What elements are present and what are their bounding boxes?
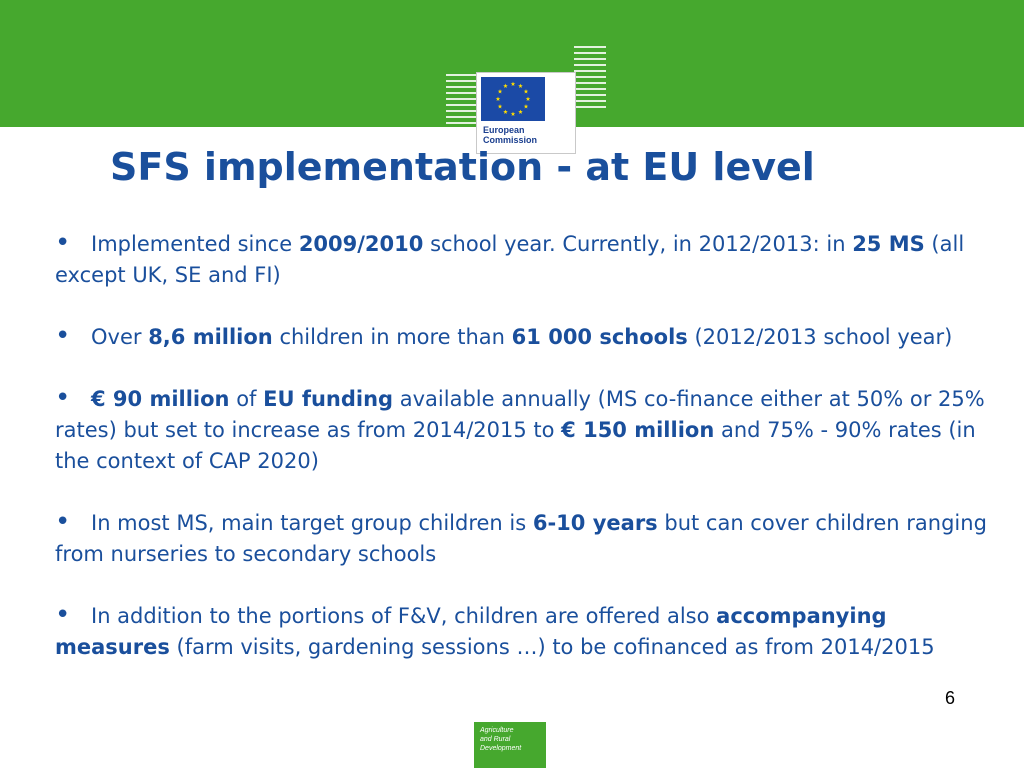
bullet-text: but can cover children ranging from nurseries to secondary schools	[55, 511, 987, 566]
bullet-item	[55, 228, 1000, 291]
bullet-text: (2012/2013 school year)	[687, 325, 953, 349]
bullet-text: of	[229, 387, 264, 411]
bullet-highlight: € 150 million	[561, 418, 715, 442]
building-stripes-right-icon	[574, 44, 606, 128]
bullet-text: Over	[91, 325, 149, 349]
bullet-item	[55, 383, 1000, 477]
bullet-item	[55, 321, 1000, 353]
bullet-dot-icon: •	[55, 383, 71, 413]
bullet-text: available annually (MS co-finance either at 50% or 25% rates) but set to increase as from 2014/2015 to	[55, 387, 985, 442]
bullet-highlight: € 90 million	[91, 387, 230, 411]
bullet-highlight: EU funding	[263, 387, 394, 411]
bullet-list	[55, 228, 1000, 693]
european-commission-logo	[446, 44, 606, 154]
eu-flag-icon	[481, 77, 545, 121]
bullet-highlight: 25 MS	[852, 232, 925, 256]
bullet-text: In most MS, main target group children is	[91, 511, 533, 535]
bullet-dot-icon: •	[55, 600, 71, 630]
bullet-dot-icon: •	[55, 228, 71, 258]
bullet-highlight: 6-10 years	[532, 511, 658, 535]
bullet-item	[55, 600, 1000, 663]
bullet-text: (all except UK, SE and FI)	[55, 232, 965, 287]
bullet-text: school year. Currently, in 2012/2013: in	[423, 232, 853, 256]
agriculture-rural-development-logo	[474, 722, 546, 768]
bullet-highlight: 61 000 schools	[511, 325, 688, 349]
bullet-text: children in more than	[272, 325, 512, 349]
bullet-dot-icon: •	[55, 321, 71, 351]
bullet-highlight: accompanying measures	[55, 604, 887, 659]
slide-title: SFS implementation - at EU level	[110, 145, 815, 189]
agri-logo-text: Agriculture and Rural Development	[480, 727, 522, 752]
page-number: 6	[945, 688, 956, 708]
bullet-highlight: 8,6 million	[148, 325, 273, 349]
bullet-text: (farm visits, gardening sessions …) to be cofinanced as from 2014/2015	[169, 635, 935, 659]
logo-text: European Commission	[483, 125, 538, 145]
bullet-text: Implemented since	[91, 232, 299, 256]
bullet-text: In addition to the portions of F&V, children are offered also	[91, 604, 717, 628]
building-stripes-left-icon	[446, 44, 478, 128]
bullet-text: and 75% - 90% rates (in the context of CAP 2020)	[55, 418, 976, 473]
bullet-item	[55, 507, 1000, 570]
bullet-dot-icon: •	[55, 507, 71, 537]
bullet-highlight: 2009/2010	[298, 232, 424, 256]
